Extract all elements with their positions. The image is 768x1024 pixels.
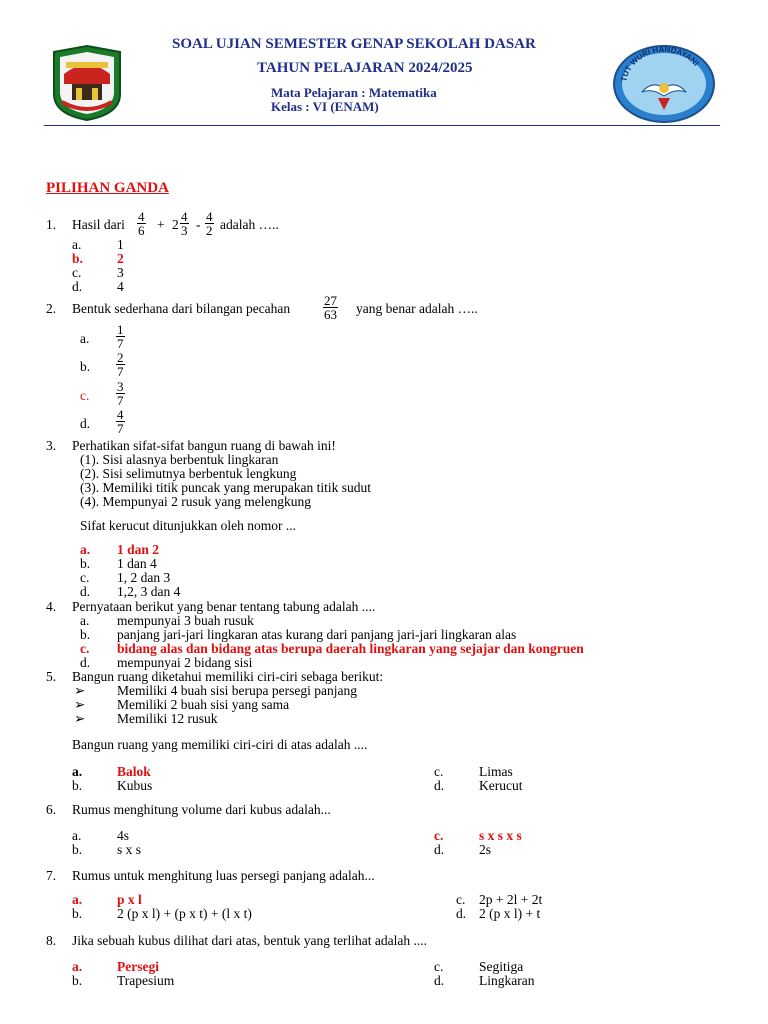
q3-opt-d: 1,2, 3 dan 4 — [117, 584, 181, 599]
q7-opt-c: 2p + 2l + 2t — [479, 892, 543, 907]
class-label: Kelas : VI (ENAM) — [271, 99, 379, 114]
q3-item-3: (3). Memiliki titik puncak yang merupakan titik sudut — [80, 480, 371, 495]
q6-opt-c-label: c. — [434, 828, 444, 843]
q6-opt-b: s x s — [117, 842, 142, 857]
q2-text: Bentuk sederhana dari bilangan pecahan — [72, 301, 291, 316]
q7-opt-b: 2 (p x l) + (p x t) + (l x t) — [117, 906, 252, 921]
q5-opt-a: Balok — [117, 764, 151, 779]
q2-opt-c: $\frac{3}{7}$ — [117, 379, 124, 408]
q4-opt-c: bidang alas dan bidang atas berupa daerah lingkaran yang sejajar dan kongruen — [117, 641, 584, 656]
q3-item-2: (2). Sisi selimutnya berbentuk lengkung — [80, 466, 297, 481]
q3-opt-c-label: c. — [80, 570, 90, 585]
q1-opt-a-label: a. — [72, 237, 82, 252]
q5-bullet-3: ➢ — [74, 711, 86, 726]
q2-opt-d-label: d. — [80, 416, 91, 431]
q5-opt-c: Limas — [479, 764, 513, 779]
q5-number: 5. — [46, 669, 57, 684]
q3-number: 3. — [46, 438, 57, 453]
q7-opt-c-label: c. — [456, 892, 466, 907]
q2-opt-c-label: c. — [80, 388, 90, 403]
q1-fraction-1: $\frac{4}{6}$ — [138, 209, 145, 238]
q1-fraction-2: $\frac{4}{3}$ — [181, 209, 188, 238]
tut-wuri-handayani-logo — [612, 44, 716, 124]
q3-opt-a: 1 dan 2 — [117, 542, 160, 557]
regional-emblem-logo — [50, 44, 124, 122]
q8-opt-a: Persegi — [117, 959, 159, 974]
q2-opt-a: $\frac{1}{7}$ — [117, 322, 124, 351]
q4-opt-b: panjang jari-jari lingkaran atas kurang dari panjang jari-jari lingkaran alas — [117, 627, 517, 642]
q1-opt-a: 1 — [117, 237, 124, 252]
q5-text: Bangun ruang diketahui memiliki ciri-ciri sebaga berikut: — [72, 669, 384, 684]
header-divider — [44, 125, 720, 126]
svg-text:TUT WURI HANDAYANI: TUT WURI HANDAYANI — [619, 44, 701, 83]
q2-opt-a-label: a. — [80, 331, 90, 346]
q5-opt-a-label: a. — [72, 764, 83, 779]
q6-number: 6. — [46, 802, 57, 817]
q7-number: 7. — [46, 868, 57, 883]
q5-opt-c-label: c. — [434, 764, 444, 779]
q3-text: Perhatikan sifat-sifat bangun ruang di bawah ini! — [72, 438, 336, 453]
q1-text: Hasil dari — [72, 217, 125, 232]
q1-number: 1. — [46, 217, 57, 232]
q7-opt-a-label: a. — [72, 892, 83, 907]
q3-opt-d-label: d. — [80, 584, 91, 599]
q4-opt-c-label: c. — [80, 641, 90, 656]
q1-opt-d: 4 — [117, 279, 124, 294]
q7-opt-a: p x l — [117, 892, 142, 907]
q5-bullet-1: ➢ — [74, 683, 86, 698]
q3-opt-a-label: a. — [80, 542, 91, 557]
q6-opt-d: 2s — [479, 842, 492, 857]
q5-item-2: Memiliki 2 buah sisi yang sama — [117, 697, 290, 712]
q4-opt-d-label: d. — [80, 655, 91, 670]
q1-fraction-3: $\frac{4}{2}$ — [206, 209, 213, 238]
q4-opt-d: mempunyai 2 bidang sisi — [117, 655, 253, 670]
q4-number: 4. — [46, 599, 57, 614]
q6-opt-a-label: a. — [72, 828, 82, 843]
q5-bullet-2: ➢ — [74, 697, 86, 712]
q1-opt-c-label: c. — [72, 265, 82, 280]
q4-opt-a: mempunyai 3 buah rusuk — [117, 613, 254, 628]
q5-opt-d: Kerucut — [479, 778, 523, 793]
q8-text: Jika sebuah kubus dilihat dari atas, bentuk yang terlihat adalah .... — [72, 933, 428, 948]
q4-text: Pernyataan berikut yang benar tentang tabung adalah .... — [72, 599, 376, 614]
q8-opt-a-label: a. — [72, 959, 83, 974]
q8-opt-c-label: c. — [434, 959, 444, 974]
q2-text-end: yang benar adalah ….. — [356, 301, 478, 316]
q6-opt-b-label: b. — [72, 842, 83, 857]
academic-year: TAHUN PELAJARAN 2024/2025 — [257, 60, 473, 76]
q1-opt-b: 2 — [117, 251, 124, 266]
q2-number: 2. — [46, 301, 57, 316]
subject-label: Mata Pelajaran : Matematika — [271, 85, 437, 100]
q7-opt-d-label: d. — [456, 906, 467, 921]
q7-text: Rumus untuk menghitung luas persegi panjang adalah... — [72, 868, 375, 883]
q1-whole: 2 — [172, 217, 179, 232]
q1-opt-c: 3 — [117, 265, 124, 280]
q5-prompt: Bangun ruang yang memiliki ciri-ciri di atas adalah .... — [72, 737, 368, 752]
q3-opt-b: 1 dan 4 — [117, 556, 157, 571]
q7-opt-b-label: b. — [72, 906, 83, 921]
q1-text-end: adalah ….. — [220, 217, 279, 232]
q8-opt-d-label: d. — [434, 973, 445, 988]
q2-opt-b-label: b. — [80, 359, 91, 374]
q6-opt-c: s x s x s — [479, 828, 522, 843]
q6-text: Rumus menghitung volume dari kubus adalah... — [72, 802, 331, 817]
q1-opt-b-label: b. — [72, 251, 83, 266]
q2-fraction: $\frac{27}{63}$ — [324, 293, 337, 322]
q5-opt-b-label: b. — [72, 778, 83, 793]
q2-opt-b: $\frac{2}{7}$ — [117, 350, 124, 379]
exam-title: SOAL UJIAN SEMESTER GENAP SEKOLAH DASAR — [172, 36, 536, 52]
q3-item-4: (4). Mempunyai 2 rusuk yang melengkung — [80, 494, 311, 509]
q8-opt-c: Segitiga — [479, 959, 524, 974]
q1-opt-d-label: d. — [72, 279, 83, 294]
q3-item-1: (1). Sisi alasnya berbentuk lingkaran — [80, 452, 279, 467]
q5-item-1: Memiliki 4 buah sisi berupa persegi panjang — [117, 683, 357, 698]
q8-opt-b-label: b. — [72, 973, 83, 988]
q8-opt-d: Lingkaran — [479, 973, 535, 988]
section-title: PILIHAN GANDA — [46, 180, 169, 196]
q1-plus: + — [157, 217, 165, 232]
q6-opt-a: 4s — [117, 828, 130, 843]
q3-prompt: Sifat kerucut ditunjukkan oleh nomor ... — [80, 518, 296, 533]
q8-opt-b: Trapesium — [117, 973, 175, 988]
q7-opt-d: 2 (p x l) + t — [479, 906, 541, 921]
q2-opt-d: $\frac{4}{7}$ — [117, 407, 124, 436]
q5-item-3: Memiliki 12 rusuk — [117, 711, 218, 726]
q1-minus: - — [196, 217, 201, 232]
q4-opt-a-label: a. — [80, 613, 90, 628]
q3-opt-c: 1, 2 dan 3 — [117, 570, 171, 585]
q5-opt-b: Kubus — [117, 778, 153, 793]
q3-opt-b-label: b. — [80, 556, 91, 571]
q8-number: 8. — [46, 933, 57, 948]
q6-opt-d-label: d. — [434, 842, 445, 857]
q5-opt-d-label: d. — [434, 778, 445, 793]
q4-opt-b-label: b. — [80, 627, 91, 642]
